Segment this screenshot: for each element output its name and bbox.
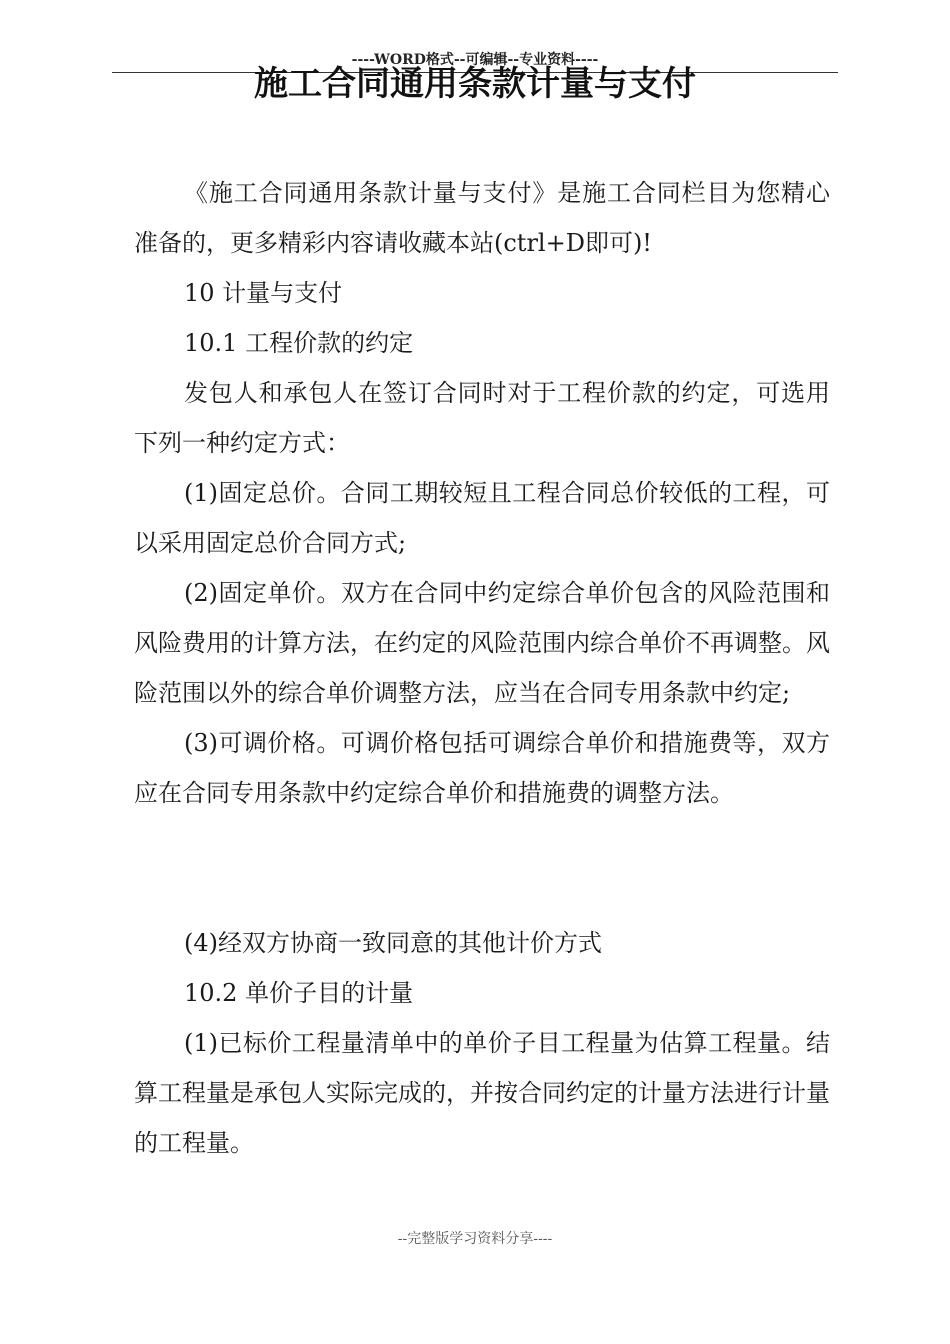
section-heading-10-1: 10.1 工程价款的约定 bbox=[184, 329, 414, 357]
list-item-2: (2)固定单价。双方在合同中约定综合单价包含的风险范围和风险费用的计算方法，在约定的风险范围内综合单价不再调整。风险范围以外的综合单价调整方法，应当在合同专用条款中约定; bbox=[134, 579, 830, 707]
section-heading-10-2: 10.2 单价子目的计量 bbox=[184, 979, 414, 1007]
document-title: 施工合同通用条款计量与支付 bbox=[254, 64, 696, 104]
section-heading-10: 10 计量与支付 bbox=[184, 279, 343, 307]
list-item-1: (1)固定总价。合同工期较短且工程合同总价较低的工程，可以采用固定总价合同方式; bbox=[134, 479, 830, 557]
footer-text: --完整版学习资料分享---- bbox=[397, 1231, 553, 1247]
header-banner: ----WORD格式--可编辑--专业资料---- bbox=[351, 52, 599, 68]
body-paragraph-10-2: (1)已标价工程量清单中的单价子目工程量为估算工程量。结算工程量是承包人实际完成的，并按合同约定的计量方法进行计量的工程量。 bbox=[134, 1029, 830, 1157]
body-paragraph: 发包人和承包人在签订合同时对于工程价款的约定，可选用下列一种约定方式： bbox=[134, 379, 830, 457]
list-item-3: (3)可调价格。可调价格包括可调综合单价和措施费等，双方应在合同专用条款中约定综合单价和措施费的调整方法。 bbox=[134, 729, 830, 807]
page-gap bbox=[134, 818, 830, 918]
document-body bbox=[134, 168, 830, 1168]
list-item-4: (4)经双方协商一致同意的其他计价方式 bbox=[184, 929, 602, 957]
intro-paragraph: 《施工合同通用条款计量与支付》是施工合同栏目为您精心准备的，更多精彩内容请收藏本站(ctrl+D即可)! bbox=[134, 179, 830, 257]
